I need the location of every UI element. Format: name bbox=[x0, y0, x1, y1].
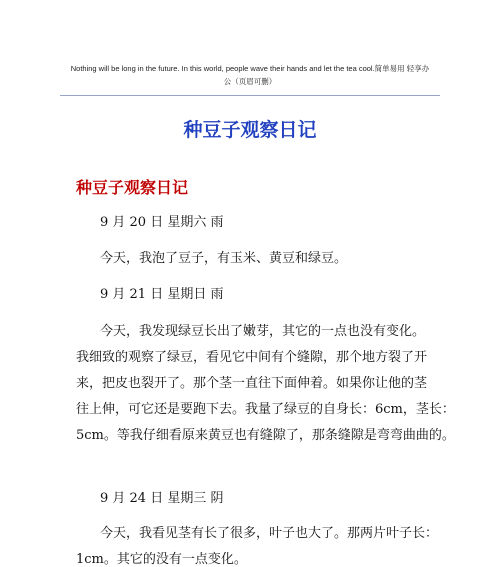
entry-paragraph-line: 1cm。其它的没有一点变化。 bbox=[76, 552, 247, 567]
entry-paragraph-line: 今天，我泡了豆子，有玉米、黄豆和绿豆。 bbox=[100, 251, 348, 266]
header-divider bbox=[60, 95, 440, 96]
entry-paragraph-line: 我细致的观察了绿豆，看见它中间有个缝隙，那个地方裂了开 bbox=[76, 350, 428, 365]
entry-paragraph-line: 5cm。等我仔细看原来黄豆也有缝隙了，那条缝隙是弯弯曲曲的。 bbox=[76, 428, 455, 443]
document-title: 种豆子观察日记 bbox=[183, 119, 317, 141]
entry-date: 9 月 20 日 星期六 雨 bbox=[100, 215, 224, 230]
entry-paragraph-line: 来，把皮也裂开了。那个茎一直往下面伸着。如果你让他的茎 bbox=[76, 376, 428, 391]
page-header bbox=[60, 62, 440, 88]
entry-paragraph-line: 今天，我看见茎有长了很多，叶子也大了。那两片叶子长： bbox=[100, 526, 439, 541]
header-line-1: Nothing will be long in the future. In this world, people wave their hands and let the tea cool.简单易用 轻享办 bbox=[70, 64, 430, 73]
header-line-2: 公（页眉可删） bbox=[223, 77, 277, 86]
entry-paragraph-line: 往上伸，可它还是要跑下去。我量了绿豆的自身长：6cm，茎长： bbox=[76, 402, 455, 417]
entry-paragraph-line: 今天，我发现绿豆长出了嫩芽，其它的一点也没有变化。 bbox=[100, 324, 426, 339]
entry-date: 9 月 24 日 星期三 阴 bbox=[100, 491, 224, 506]
entry-date: 9 月 21 日 星期日 雨 bbox=[100, 287, 224, 302]
section-title: 种豆子观察日记 bbox=[76, 178, 189, 197]
